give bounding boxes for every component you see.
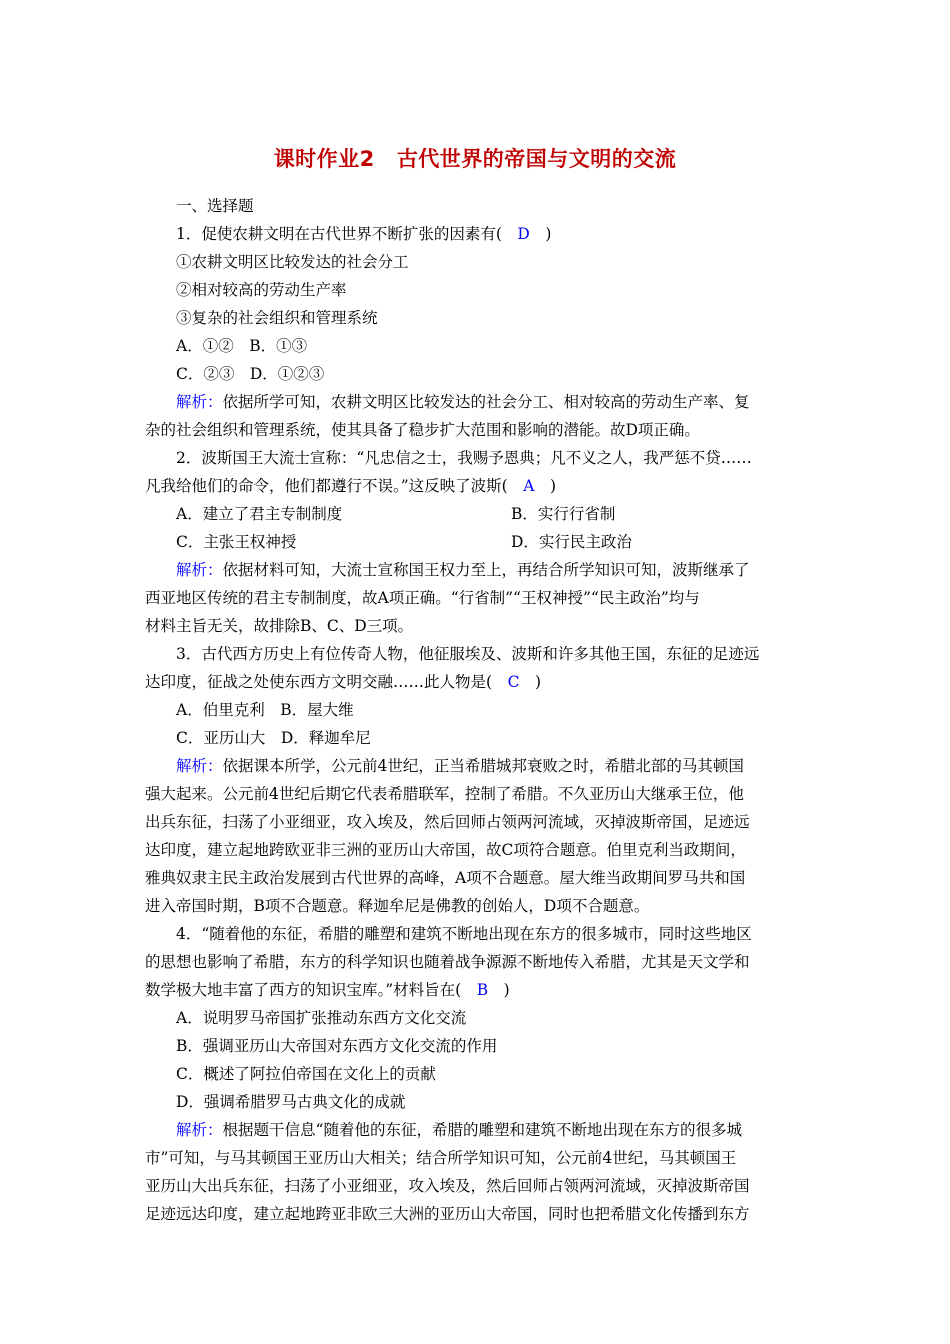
q4-analysis-1: 解析：根据题干信息“随着他的东征，希腊的雕塑和建筑不断地出现在东方的很多城 bbox=[176, 1121, 742, 1139]
q4-option-b: B．强调亚历山大帝国对东西方文化交流的作用 bbox=[176, 1037, 498, 1055]
q4-analysis-2: 市”可知，与马其顿国王亚历山大相关；结合所学知识可知，公元前4世纪，马其顿国王 bbox=[145, 1149, 737, 1167]
q2-stem-1: 2．波斯国王大流士宣称：“凡忠信之士，我赐予恩典；凡不义之人，我严惩不贷…… bbox=[176, 449, 752, 467]
q2-analysis-3: 材料主旨无关，故排除B、C、D三项。 bbox=[145, 617, 414, 635]
analysis-label: 解析： bbox=[176, 757, 223, 775]
page-title bbox=[0, 143, 950, 173]
q3-analysis-6: 进入帝国时期，B项不合题意。释迦牟尼是佛教的创始人，D项不合题意。 bbox=[145, 897, 650, 915]
q2-option-d: D．实行民主政治 bbox=[511, 533, 632, 551]
q2-answer: A bbox=[523, 477, 535, 495]
q1-stem: 1．促使农耕文明在古代世界不断扩张的因素有( D ) bbox=[176, 225, 552, 243]
q2-analysis-2: 西亚地区传统的君主专制制度，故A项正确。“行省制”“王权神授”“民主政治”均与 bbox=[145, 589, 700, 607]
q4-analysis-3: 亚历山大出兵东征，扫荡了小亚细亚，攻入埃及，然后回师占领两河流域，灭掉波斯帝国 bbox=[145, 1177, 750, 1195]
q3-stem-2: 达印度，征战之处使东西方文明交融……此人物是( C ) bbox=[145, 673, 541, 691]
q3-stem-1: 3．古代西方历史上有位传奇人物，他征服埃及、波斯和许多其他王国，东征的足迹远 bbox=[176, 645, 760, 663]
q1-analysis-2: 杂的社会组织和管理系统，使其具备了稳步扩大范围和影响的潜能。故D项正确。 bbox=[145, 421, 700, 439]
q1-options-2: C．②③ D．①②③ bbox=[176, 365, 325, 383]
q2-options-row-2 bbox=[145, 528, 809, 556]
q3-answer: C bbox=[507, 673, 520, 691]
q2-option-a: A．建立了君主专制制度 bbox=[176, 505, 343, 523]
q2-options-row-1 bbox=[145, 500, 809, 528]
q1-answer: D bbox=[517, 225, 530, 243]
q1-options-1: A．①② B．①③ bbox=[176, 337, 308, 355]
q2-option-b: B．实行行省制 bbox=[511, 505, 616, 523]
q1-item-1: ①农耕文明区比较发达的社会分工 bbox=[176, 253, 409, 271]
q1-item-2: ②相对较高的劳动生产率 bbox=[176, 281, 347, 299]
q3-options-1: A．伯里克利 B．屋大维 bbox=[176, 701, 354, 719]
q3-analysis-2: 强大起来。公元前4世纪后期它代表希腊联军，控制了希腊。不久亚历山大继承王位，他 bbox=[145, 785, 744, 803]
q3-analysis-4: 达印度，建立起地跨欧亚非三洲的亚历山大帝国，故C项符合题意。伯里克利当政期间， bbox=[145, 841, 746, 859]
q4-option-c: C．概述了阿拉伯帝国在文化上的贡献 bbox=[176, 1065, 436, 1083]
q3-analysis-1: 解析：依据课本所学，公元前4世纪，正当希腊城邦衰败之时，希腊北部的马其顿国 bbox=[176, 757, 744, 775]
analysis-label: 解析： bbox=[176, 1121, 223, 1139]
q4-stem-3: 数学极大地丰富了西方的知识宝库。”材料旨在( B ) bbox=[145, 981, 510, 999]
q4-option-a: A．说明罗马帝国扩张推动东西方文化交流 bbox=[176, 1009, 467, 1027]
title-right: 古代世界的帝国与文明的交流 bbox=[396, 147, 677, 171]
q2-analysis-1: 解析：依据材料可知，大流士宣称国王权力至上，再结合所学知识可知，波斯继承了 bbox=[176, 561, 750, 579]
q4-stem-2: 的思想也影响了希腊，东方的科学知识也随着战争源源不断地传入希腊，尤其是天文学和 bbox=[145, 953, 750, 971]
q4-stem-1: 4．“随着他的东征，希腊的雕塑和建筑不断地出现在东方的很多城市，同时这些地区 bbox=[176, 925, 752, 943]
q3-analysis-3: 出兵东征，扫荡了小亚细亚，攻入埃及，然后回师占领两河流域，灭掉波斯帝国，足迹远 bbox=[145, 813, 750, 831]
q3-options-2: C．亚历山大 D．释迦牟尼 bbox=[176, 729, 371, 747]
q1-item-3: ③复杂的社会组织和管理系统 bbox=[176, 309, 378, 327]
section-heading: 一、选择题 bbox=[176, 197, 254, 215]
q2-stem-2: 凡我给他们的命令，他们都遵行不误。”这反映了波斯( A ) bbox=[145, 477, 556, 495]
q1-analysis-1: 解析：依据所学可知，农耕文明区比较发达的社会分工、相对较高的劳动生产率、复 bbox=[176, 393, 750, 411]
title-left: 课时作业2 bbox=[273, 147, 375, 171]
analysis-label: 解析： bbox=[176, 561, 223, 579]
content-body bbox=[145, 192, 809, 1228]
analysis-label: 解析： bbox=[176, 393, 223, 411]
q4-analysis-4: 足迹远达印度，建立起地跨亚非欧三大洲的亚历山大帝国，同时也把希腊文化传播到东方 bbox=[145, 1205, 750, 1223]
q4-answer: B bbox=[476, 981, 489, 999]
q2-option-c: C．主张王权神授 bbox=[176, 533, 297, 551]
q4-option-d: D．强调希腊罗马古典文化的成就 bbox=[176, 1093, 406, 1111]
q3-analysis-5: 雅典奴隶主民主政治发展到古代世界的高峰，A项不合题意。屋大维当政期间罗马共和国 bbox=[145, 869, 746, 887]
